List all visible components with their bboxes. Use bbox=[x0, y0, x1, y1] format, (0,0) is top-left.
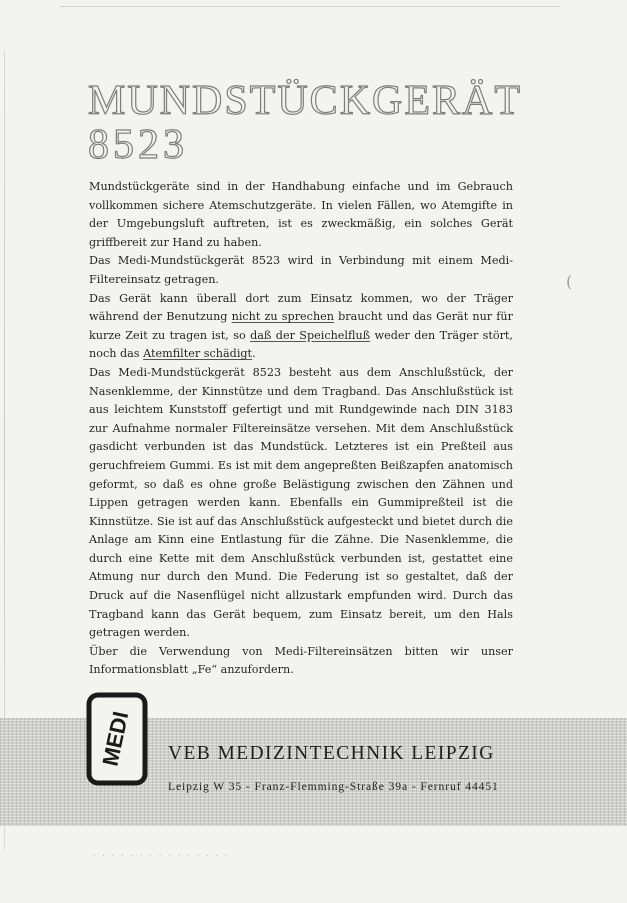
text-span: Das Gerät kann überall dort zum Einsatz kommen, wo der Träger während der Benutzung bbox=[89, 291, 513, 324]
underlined-text: Atemfilter schädigt bbox=[143, 347, 253, 361]
underlined-text: daß der Speichelfluß bbox=[250, 328, 371, 342]
text-span: . bbox=[252, 347, 256, 361]
company-address: Leipzig W 35 - Franz-Flemming-Straße 39a - Fernruf 44451 bbox=[168, 780, 499, 793]
paragraph-usage: Das Medi-Mundstückgerät 8523 wird in Verbindung mit einem Medi-Filtereinsatz getragen. bbox=[89, 254, 513, 286]
paragraph-info-request: Über die Verwendung von Medi-Filtereinsätzen bitten wir unser Informationsblatt „Fe“ anzufordern. bbox=[89, 644, 513, 677]
paragraph-construction: Das Medi-Mundstückgerät 8523 besteht aus dem Anschlußstück, der Nasenklemme, der Kinnstütze und dem Tragband. Das Anschlußstück ist aus leichtem Kunststoff gefertigt und mit Rundgewinde nach DIN 3183 zur Aufnahme normaler Filtereinsätze versehen. Mit dem Anschlußstück gasdicht verbunden ist das Mundstück. Letzteres ist ein Preßteil aus geruchfreiem Gummi. Es ist mit dem angepreßten Beißzapfen anatomisch geformt, so daß es ohne große Belästigung zwischen den Zähnen und Lippen getragen werden kann. Ebenfalls ein Gummipreßteil ist die Kinnstütze. Sie ist auf das Anschlußstück aufgesteckt und bietet durch die Anlage am Kinn eine Entlastung für die Zähne. Die Nasenklemme, die durch eine Kette mit dem Anschlußstück verbunden ist, gestattet eine Atmung nur durch den Mund. Die Federung ist so gestaltet, daß der Druck auf die Nasenflügel nicht allzustark empfunden wird. Durch das Tragband kann das Gerät bequem, zum Einsatz bereit, um den Hals getragen werden. bbox=[89, 365, 513, 640]
print-code-artifact: · · · · · · · · · · · · · · · bbox=[92, 852, 229, 860]
paragraph-application bbox=[89, 290, 513, 364]
paragraph-intro: Mundstückgeräte sind in der Handhabung einfache und im Gebrauch vollkommen sichere Atemschutzgeräte. In vielen Fällen, wo Atemgifte in der Umgebungsluft auftreten, ist es zweckmäßig, ein solches Gerät griffbereit zur Hand zu haben. bbox=[89, 180, 513, 249]
underlined-text: nicht zu sprechen bbox=[231, 310, 334, 324]
margin-mark-icon: ( bbox=[566, 272, 573, 291]
scan-artifact-top bbox=[60, 6, 560, 11]
logo-text: MEDI bbox=[97, 709, 134, 769]
text-span: braucht und das Gerät nur für kurze Zeit zu tragen ist, so bbox=[89, 310, 513, 342]
product-title: MUNDSTÜCKGERÄT bbox=[88, 78, 523, 124]
text-span: weder den Träger stört, noch das bbox=[89, 328, 513, 361]
medi-logo-icon bbox=[86, 692, 148, 786]
company-name: VEB MEDIZINTECHNIK LEIPZIG bbox=[168, 743, 495, 764]
description-text bbox=[89, 178, 513, 680]
product-model-number: 8523 bbox=[88, 122, 188, 168]
